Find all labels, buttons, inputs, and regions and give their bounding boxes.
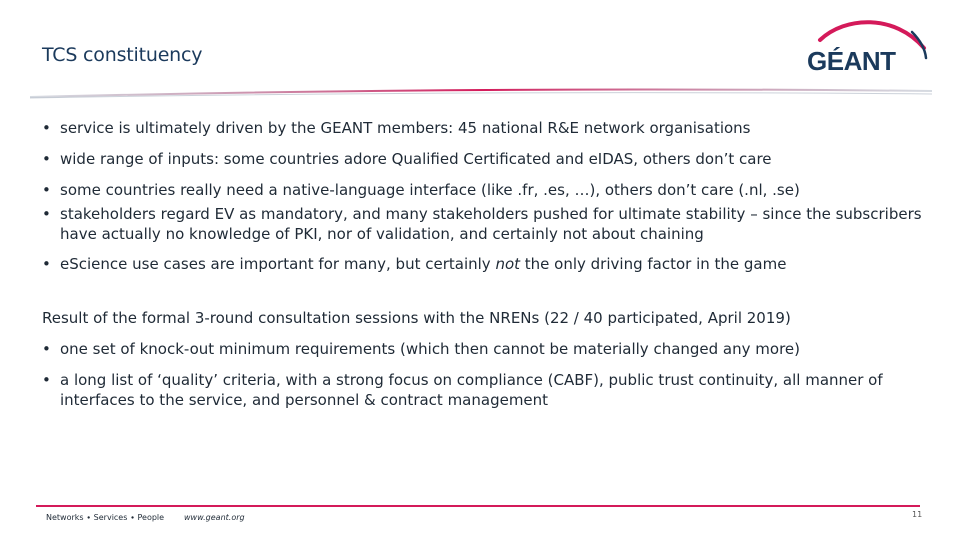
consultation-summary: Result of the formal 3-round consultation sessions with the NRENs (22 / 40 participated, April 2019) [42,309,791,327]
header-divider [30,88,932,100]
bullet-icon: • [42,205,51,223]
list-item-text: some countries really need a native-language interface (like .fr, .es, …), others don’t care (.nl, .se) [60,181,800,199]
slide-body [42,118,922,421]
constituency-bullets [42,118,922,274]
bullet-icon: • [42,255,51,273]
list-item [42,254,922,274]
logo-wordmark: GÉANT [807,46,896,76]
list-item [42,118,922,138]
emphasis-not: not [495,255,521,273]
bullet-icon: • [42,119,51,137]
list-item-text: service is ultimately driven by the GEANT members: 45 national R&E network organisations [60,119,751,137]
consultation-bullets [42,339,922,410]
bullet-icon: • [42,150,51,168]
list-item [42,339,922,359]
page-number: 11 [912,510,923,519]
list-item [42,180,922,200]
list-item-text: one set of knock-out minimum requirements (which then cannot be materially changed any more) [60,340,800,358]
list-item-text: eScience use cases are important for many, but certainly not the only driving factor in the game [60,255,787,273]
list-item [42,149,922,169]
list-item [42,370,922,410]
list-item-text: stakeholders regard EV as mandatory, and many stakeholders pushed for ultimate stability – since the subscribers have actually no knowledge of PKI, nor of validation, and certainly not about chaining [60,205,922,243]
list-item-text: wide range of inputs: some countries adore Qualified Certificated and eIDAS, others don’t care [60,150,772,168]
footer-url[interactable]: www.geant.org [184,513,245,522]
list-item-text: a long list of ‘quality’ criteria, with a strong focus on compliance (CABF), public trust continuity, all manner of interfaces to the service, and personnel & contract management [60,371,883,409]
footer-tagline: Networks ∙ Services ∙ People [46,513,165,522]
bullet-icon: • [42,340,51,358]
geant-logo [800,18,930,80]
footer-divider [36,505,920,507]
list-item [42,204,922,244]
slide-title: TCS constituency [42,44,203,66]
bullet-icon: • [42,181,51,199]
bullet-icon: • [42,371,51,389]
